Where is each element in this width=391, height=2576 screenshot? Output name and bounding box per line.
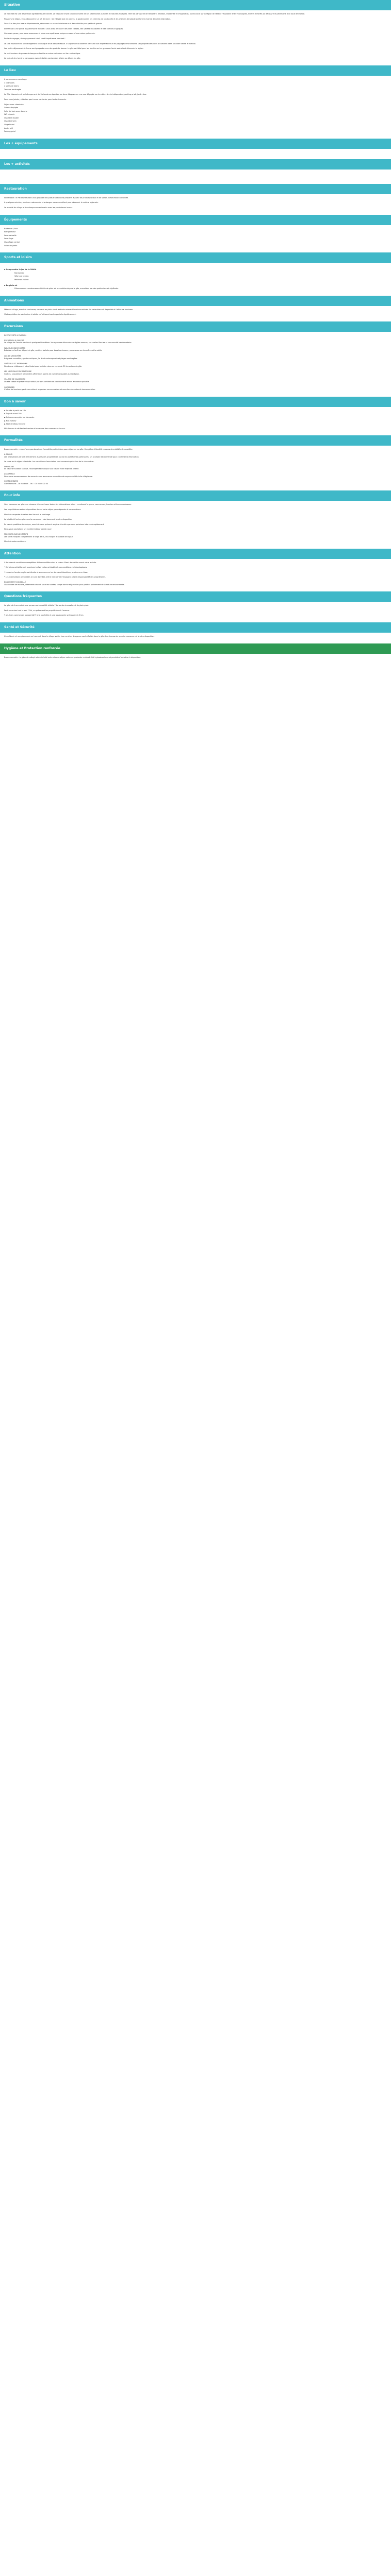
section-sports <box>0 252 391 296</box>
bon-a-savoir-list <box>4 410 357 426</box>
excursion-block <box>4 363 357 367</box>
faq-paragraph: Peut-on arriver tard le soir ? Oui, en prévenant les propriétaires à l'avance. <box>4 609 70 612</box>
section-header-formalites: Formalités <box>0 435 391 446</box>
excursion-text: Baignade surveillée, sports nautiques, île d'art contemporain et plages aménagées. <box>4 357 78 360</box>
formalites-paragraph: Nous vous recommandons de souscrire une assurance annulation et responsabilité civile villégiature. <box>4 475 93 478</box>
section-header-plus-activites: Les + activités <box>0 159 391 170</box>
section-equipements <box>0 215 391 253</box>
list-item: Salon de jardin <box>4 244 18 247</box>
section-header-attention: Attention <box>0 549 391 559</box>
section-header-sante: Santé et Sécurité <box>0 622 391 633</box>
list-item: WC séparés <box>4 113 15 116</box>
list-item: Salle de bain avec douche <box>4 110 27 112</box>
pour-info-paragraph: Vous trouverez sur place un classeur d'accueil avec toutes les informations utiles : numéros d'urgence, commerces, horaires et bonnes adresses. <box>4 503 132 506</box>
attention-body <box>0 559 361 592</box>
formalites-paragraph: En cas d'annulation tardive, l'acompte reste acquis sauf cas de force majeure justifié. <box>4 468 79 470</box>
excursion-heading: LAC DE VASSIVIÈRE <box>4 354 22 357</box>
sante-body <box>0 633 361 643</box>
excursion-block <box>4 340 357 344</box>
page <box>0 0 391 664</box>
lieu-paragraph: Le Gîte Mazourie est un hébergement de 3 chambres réparties sur deux étages avec une vue dégagée sur la vallée. Accès indépendant, parking privé, jardin clos. <box>4 93 147 96</box>
pour-info-paragraph: Merci de votre confiance. <box>4 540 26 543</box>
excursion-footer-text: L'office de tourisme peut vous aider à organiser vos excursions et vous fournir cartes et documentation. <box>4 388 96 391</box>
animations-body <box>0 306 361 321</box>
excursion-text: Le village de Sauviat se situe à quelques kilomètres. Vous pourrez découvrir son église romane, ses ruelles fleuries et son marché hebdomadaire. <box>4 342 132 344</box>
list-item: Barbecue / four <box>4 227 18 230</box>
list-item: Linge fourni <box>4 124 15 126</box>
attention-paragraph: * Les informations présentées ici sont données à titre indicatif et n'engagent pas la responsabilité des propriétaires. <box>4 576 106 579</box>
sante-paragraph: Un médecin et une pharmacie se trouvent dans le village voisin. Les numéros d'urgence sont affichés dans le gîte. Une trousse de premiers secours est à votre disposition. <box>4 635 155 638</box>
plus-equipements-body <box>0 149 361 159</box>
lieu-list <box>4 78 357 91</box>
section-header-animations: Animations <box>0 296 391 306</box>
formalites-paragraph: Les réservations se font directement auprès des propriétaires ou via les plateformes partenaires. Un acompte est demandé pour confirmer la réservation. <box>4 455 139 458</box>
list-item: Chambre double <box>4 116 19 119</box>
section-restauration <box>0 184 391 215</box>
list-item: Vélo tout terrain <box>14 275 29 278</box>
section-header-sports: Sports et loisirs <box>0 252 391 263</box>
list-item: 3 chambres <box>4 81 14 84</box>
list-item: Accès wifi <box>4 127 13 129</box>
equipements-list <box>4 228 357 247</box>
section-header-lieu: Le lieu <box>0 65 391 76</box>
faq-paragraph: Y a-t-il des commerces à proximité ? Une supérette et une boulangerie se trouvent à 5 km. <box>4 614 84 617</box>
section-lieu <box>0 65 391 139</box>
section-header-hygiene: Hygiène et Protection renforcée <box>0 643 391 654</box>
excursions-body <box>0 332 361 397</box>
restauration-paragraph: Notre table : le Petit Restaurant vous propose des plats traditionnels préparés à partir de produits locaux et de saison. Réservation conseillée. <box>4 196 129 199</box>
list-item: 6 personnes en couchage <box>4 78 27 80</box>
list-item: Randonnée <box>14 272 25 274</box>
excursion-block <box>4 370 357 375</box>
situation-paragraph: Les petits déjeuners à la ferme sont proposés avec des produits locaux. Le gîte est idéal pour les familles ou les groupes d'amis souhaitant découvrir la région. <box>4 47 144 50</box>
formalites-heading: ASSURANCE <box>4 472 15 475</box>
formalites-heading: IMPORTANT <box>4 465 14 468</box>
equipements-body <box>0 225 361 253</box>
pour-info-paragraph: Merci de respecter le calme des lieux et le voisinage. <box>4 513 51 516</box>
section-faq <box>0 591 391 622</box>
section-header-equipements: Équipements <box>0 215 391 225</box>
section-plus-equipements <box>0 139 391 159</box>
attention-paragraph: * La route d'accès au gîte est étroite et sinueuse sur les derniers kilomètres, prudence en hiver. <box>4 571 88 573</box>
excursion-text: Nombreux châteaux et sites historiques à visiter dans un rayon de 30 km autour du gîte. <box>4 365 83 367</box>
situation-paragraph: Le vrai bonheur de passer du temps en famille ou entre amis dans un lieu authentique. <box>4 52 81 55</box>
attention-paragraph: * Certaines activités sont soumises à réservation préalable et aux conditions météorologiques. <box>4 566 88 569</box>
list-item: Pêche en rivière <box>14 278 29 281</box>
pour-info-paragraph: En cas de problème technique, merci de nous prévenir au plus vite afin que nous puissions intervenir rapidement. <box>4 523 105 526</box>
restauration-body <box>0 194 361 215</box>
excursion-block <box>4 378 357 383</box>
attention-paragraph: * Horaires et conditions susceptibles d'être modifiés selon la saison. Merci de vérifier avant votre arrivée. <box>4 561 97 564</box>
sports-paragraph: Découvrez de nombreuses activités de plein air accessibles depuis le gîte, encadrées par des professionnels diplômés. <box>14 287 119 290</box>
pour-info-paragraph: Les tarifs indiqués comprennent le linge de lit, les charges et la taxe de séjour. <box>4 535 73 538</box>
excursion-block <box>4 355 357 360</box>
list-item: Chauffage central <box>4 241 20 243</box>
formalites-heading: COORDONNÉES <box>4 480 18 483</box>
list-item: ► Départ avant 10h <box>4 413 22 415</box>
situation-paragraph: Le vrai art de vivre à la campagne avec de belles randonnées à faire au départ du gîte. <box>4 57 81 60</box>
section-bon-a-savoir <box>0 397 391 436</box>
list-item: Terrasse aménagée <box>4 88 22 91</box>
sports-list <box>4 272 357 281</box>
situation-paragraph: Entrée dans une partie du patrimoine mondial : vous allez découvrir des sites classés, des vallées encaissées et des hameaux typiques. <box>4 27 124 30</box>
pour-info-body <box>0 501 361 548</box>
animations-paragraph: Fêtes de village, marchés nocturnes, concerts en plein air et festivals animent la saison estivale. Le calendrier est disponible à l'office de tourisme. <box>4 308 134 311</box>
pour-info-heading: PRÉCISION SUR LES TARIFS <box>4 533 28 535</box>
excursion-footer-heading: ORGANISER <box>4 386 15 388</box>
excursion-text: Un site classé et préservé qui séduit par son architecture traditionnelle et son ambiance paisible. <box>4 381 90 383</box>
list-item: Réfrigérateur <box>4 231 16 233</box>
section-attention <box>0 549 391 592</box>
list-item: Séjour avec cheminée <box>4 103 24 106</box>
excursion-text: Balades en forêt au départ du gîte, sentiers balisés pour tous les niveaux, panoramas sur les crêtes et la vallée. <box>4 349 103 352</box>
situation-paragraph: Une vraie pause, pour vous ressourcer et vivre une expérience unique au cœur d'une nature préservée. <box>4 32 95 35</box>
situation-paragraph: Dans l'un des plus beaux départements, découvrez un accueil chaleureux et des activités pour petits et grands. <box>4 23 103 25</box>
section-header-plus-equipements: Les + équipements <box>0 139 391 149</box>
lieu-paragraph: Pour nous joindre, n'hésitez pas à nous contacter pour toute demande. <box>4 98 67 100</box>
list-item: Lave-vaisselle <box>4 234 17 236</box>
hygiene-paragraph: Bonne nouvelle : le gîte est nettoyé et désinfecté entre chaque séjour selon un protocole renforcé. Gel hydroalcoolique et produits d'entretien à disposition. <box>4 656 141 658</box>
formalites-paragraph: Le solde est à régler à l'arrivée. Les conditions d'annulation sont communiquées lors de la réservation. <box>4 461 94 463</box>
section-header-bon-a-savoir: Bon à savoir <box>0 397 391 407</box>
faq-paragraph: Le gîte est-il accessible aux personnes à mobilité réduite ? Le rez-de-chaussée est de plain-pied. <box>4 604 89 607</box>
restauration-paragraph: Le marché du village a lieu chaque samedi matin avec les producteurs locaux. <box>4 207 73 209</box>
attention-heading: ÉQUIPEMENT CONSEILLÉ <box>4 581 26 584</box>
pour-info-paragraph: Les propriétaires restent disponibles durant votre séjour pour répondre à vos questions. <box>4 508 82 511</box>
excursion-heading: CHÂTEAUX ET PATRIMOINE <box>4 363 28 365</box>
plus-activites-body <box>0 170 361 184</box>
situation-paragraph: Envie de voyager, de dépaysement total, c'est l'expérience Martinet ! <box>4 37 66 40</box>
pour-info-paragraph: Nous vous souhaitons un excellent séjour parmi nous ! <box>4 528 53 531</box>
lieu-body <box>0 76 361 139</box>
list-item: Parking privé <box>4 130 16 133</box>
section-pour-info <box>0 490 391 548</box>
lieu-list-2 <box>4 104 357 133</box>
list-item: ► Arrivée à partir de 16h <box>4 409 26 412</box>
excursion-heading: EXCURSION À SAUVIAT <box>4 339 24 342</box>
section-excursions <box>0 321 391 397</box>
section-header-restauration: Restauration <box>0 184 391 194</box>
excursion-heading: VILLAGE DE CAUSSIMAC <box>4 378 26 381</box>
attention-paragraph: Chaussures de marche, vêtements chauds pour les soirées, lampe torche et jumelles pour profiter pleinement de la nature environnante. <box>4 583 125 586</box>
excursion-heading: PARCOURS DES FORÊTS <box>4 347 25 349</box>
situation-paragraph: Plus qu'une région, vous découvrirez un art de vivre : les villages tout en pierres, la gastronomie, les chemins de randonnée et les chemins de balade qui font le charme de notre destination. <box>4 18 171 20</box>
sports-body <box>0 263 361 296</box>
formalites-body <box>0 446 361 490</box>
sports-group-title: ► Comprendre le jeu de la Vérité <box>4 268 37 271</box>
formalites-paragraph: Bonne nouvelle : vous n'avez pas besoin de formalités particulières pour séjourner au gîte. Une pièce d'identité en cours de validité est conseillée. <box>4 448 133 451</box>
bon-a-savoir-note: NB : Pensez à vérifier les horaires d'ouverture des commerces locaux. <box>4 427 66 430</box>
pour-info-paragraph: Le tri sélectif est en place sur la commune : des bacs sont à votre disposition. <box>4 518 73 521</box>
animations-paragraph: Visites guidées du patrimoine et ateliers d'artisanat sont organisés régulièrement. <box>4 313 76 316</box>
section-formalites <box>0 435 391 490</box>
excursion-block <box>4 347 357 352</box>
formalites-heading: À SAVOIR <box>4 453 12 455</box>
situation-paragraph: Le Gîte Mazourie est un hébergement touristique situé dans le Massif. Il surplombe la vallée et offre une vue imprenable sur les paysages environnants. Les propriétaires vous accueillent dans un cadre calme et familial. <box>4 42 197 45</box>
excursion-text: Grottes, cascades et belvédères offrent des points de vue remarquables sur la région. <box>4 372 80 375</box>
sports-group-title: ► En plein air <box>4 284 18 286</box>
section-situation <box>0 0 391 65</box>
section-hygiene <box>0 643 391 665</box>
list-item: ► Taxe de séjour incluse <box>4 423 26 426</box>
list-item: Lave-linge <box>4 238 13 240</box>
section-plus-activites <box>0 159 391 184</box>
section-header-excursions: Excursions <box>0 321 391 332</box>
excursions-intro: DÉCOUVERTE & ÉVASION <box>4 334 26 336</box>
situation-paragraph: Le Martinet est une destination agréable toute l'année. La Mazourie invite à la découverte de ses patrimoines culturels et naturels multiples. Terre de partage et de rencontre, tradition, modernité et imagination, ouvrez-vous sur la région de l'Est de l'Aquitaine entre montagnes, rivières et forêts où découvrir le patrimoine d'un bout de monde. <box>4 13 305 15</box>
hygiene-body <box>0 654 361 665</box>
excursion-heading: LES MERVEILLES DE MAZOURIE <box>4 370 32 373</box>
list-item: Chambre twin <box>4 120 17 123</box>
bon-a-savoir-body <box>0 407 361 436</box>
section-sante <box>0 622 391 643</box>
situation-body <box>0 10 361 65</box>
faq-body <box>0 602 361 622</box>
section-header-faq: Questions fréquentes <box>0 591 391 602</box>
list-item: 2 salles de bains <box>4 85 19 88</box>
list-item: Cuisine équipée <box>4 107 19 109</box>
section-animations <box>0 296 391 321</box>
formalites-paragraph: Gîte Mazourie – Le Martinet – Tél. : 05 00 00 00 00 <box>4 482 48 485</box>
section-header-situation: Situation <box>0 0 391 10</box>
list-item: ► Non fumeur <box>4 419 17 422</box>
list-item: ► Animaux acceptés sur demande <box>4 416 35 419</box>
section-header-pour-info: Pour info <box>0 490 391 501</box>
restauration-paragraph: À quelques minutes, plusieurs restaurants et auberges vous accueillent pour découvrir la cuisine régionale. <box>4 201 99 204</box>
